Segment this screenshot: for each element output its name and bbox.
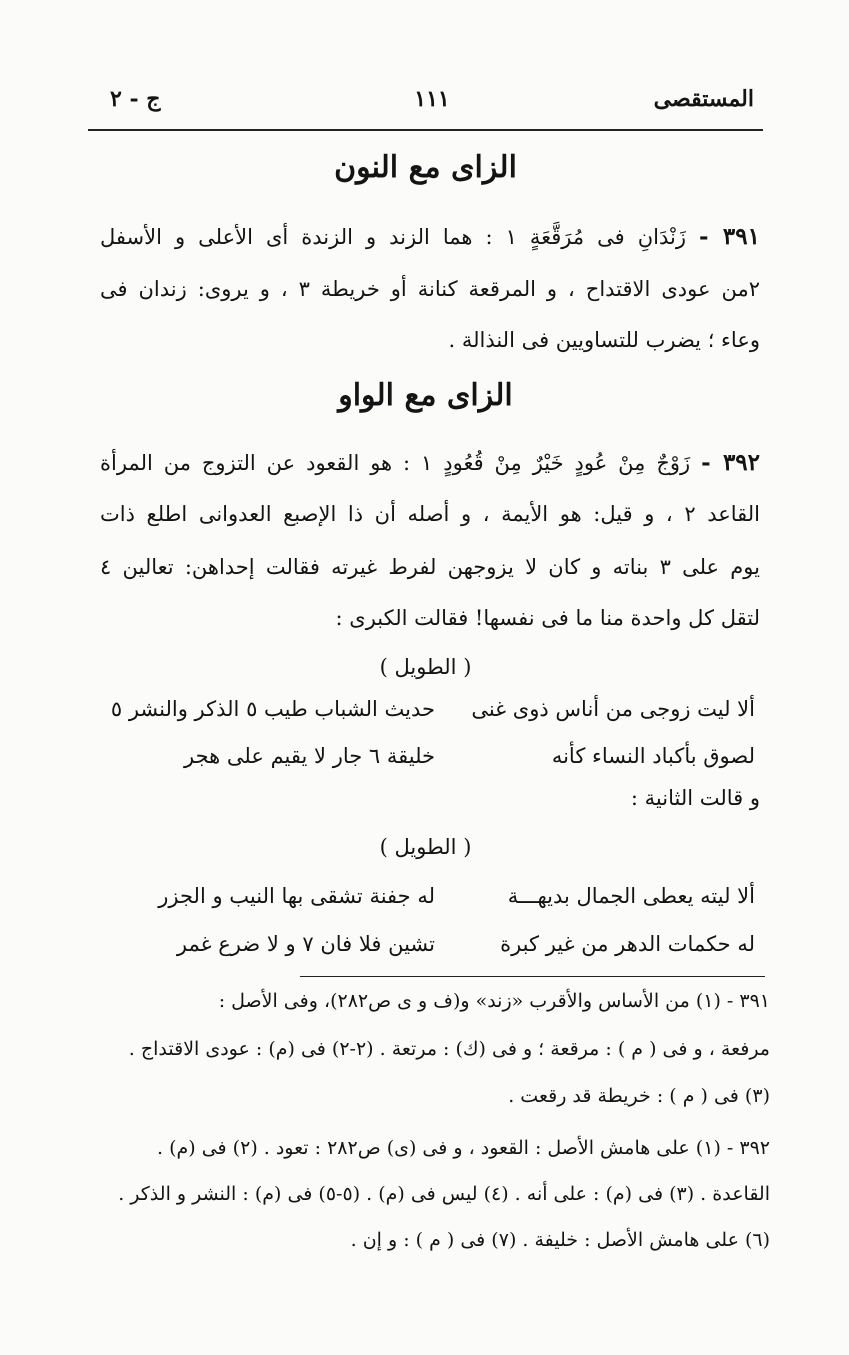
section-heading-zay-nun: الزاى مع النون: [334, 150, 517, 185]
footnote-392-line-1: ٣٩٢ - (١) على هامش الأصل : القعود ، و فى (ى) ص٢٨٢ : تعود . (٢) فى (م) .: [157, 1137, 770, 1159]
entry-391-line-1: ٣٩١ - زَنْدَانِ فى مُرَقَّعَةٍ ١ : هما الزند و الزندة أى الأعلى و الأسفل: [100, 223, 760, 250]
hemistich-second: حديث الشباب طيب ٥ الذكر والنشر ٥: [110, 697, 435, 721]
hemistich-first: لصوق بأكباد النساء كأنه: [551, 744, 755, 768]
page-number: ١١١: [414, 86, 450, 112]
poem-meter-2: ( الطويل ): [379, 835, 472, 859]
entry-392-line-3: يوم على ٣ بناته و كان لا يزوجهن لفرط غيرته فقالت إحداهن: تعالين ٤: [100, 555, 760, 579]
hemistich-first: ألا ليته يعطى الجمال بديهـــة: [507, 884, 755, 908]
poem-1-verse-1: [110, 697, 755, 729]
section-heading-zay-waw: الزاى مع الواو: [338, 378, 513, 413]
hemistich-first: له حكمات الدهر من غير كبرة: [500, 932, 755, 956]
entry-392-line-4: لتقل كل واحدة منا ما فى نفسها! فقالت الكبرى :: [335, 606, 760, 630]
book-title: المستقصى: [653, 86, 754, 112]
poem-2-verse-2: [115, 932, 755, 964]
entry-number: ٣٩٢ -: [701, 449, 760, 476]
hemistich-second: له جفنة تشقى بها النيب و الجزر: [158, 884, 435, 908]
entry-391-line-3: وعاء ؛ يضرب للتساويين فى النذالة .: [448, 328, 760, 352]
entry-392-line-2: القاعد ٢ ، و قيل: هو الأيمة ، و أصله أن ذا الإصبع العدوانى اطلع ذات: [100, 502, 760, 526]
footnote-rule: [300, 976, 765, 977]
poem-2-verse-1: [115, 884, 755, 916]
entry-391-line-2: ٢من عودى الاقتداح ، و المرقعة كنانة أو خريطة ٣ ، و يروى: زندان فى: [100, 277, 760, 301]
poem-1-verse-2: [115, 744, 755, 776]
entry-number: ٣٩١ -: [699, 223, 760, 250]
transition-line: و قالت الثانية :: [630, 786, 760, 810]
poem-meter-1: ( الطويل ): [379, 655, 472, 679]
footnote-392-line-2: القاعدة . (٣) فى (م) : على أنه . (٤) ليس فى (م) . (٥-٥) فى (م) : النشر و الذكر .: [118, 1183, 770, 1205]
volume-label: ج - ٢: [110, 86, 161, 112]
footnote-391-line-3: (٣) فى ( م ) : خريطة قد رقعت .: [508, 1085, 770, 1107]
footnote-391-line-2: مرفعة ، و فى ( م ) : مرقعة ؛ و فى (ك) : مرتعة . (٢-٢) فى (م) : عودى الاقتداج .: [128, 1038, 770, 1060]
hemistich-second: خليقة ٦ جار لا يقيم على هجر: [184, 744, 435, 768]
header-rule: [88, 129, 763, 131]
footnote-392-line-3: (٦) على هامش الأصل : خليفة . (٧) فى ( م ) : و إن .: [350, 1229, 770, 1251]
hemistich-second: تشين فلا فان ٧ و لا ضرع غمر: [176, 932, 435, 956]
entry-392-line-1: ٣٩٢ - زَوْجٌ مِنْ عُودٍ خَيْرٌ مِنْ قُعُودٍ ١ : هو القعود عن التزوج من المرأة: [100, 449, 760, 476]
footnote-391-line-1: ٣٩١ - (١) من الأساس والأقرب «زند» و(ف و ى ص٢٨٢)، وفى الأصل :: [218, 990, 770, 1012]
hemistich-first: ألا ليت زوجى من أناس ذوى غنى: [471, 697, 755, 721]
running-header: [110, 86, 754, 122]
